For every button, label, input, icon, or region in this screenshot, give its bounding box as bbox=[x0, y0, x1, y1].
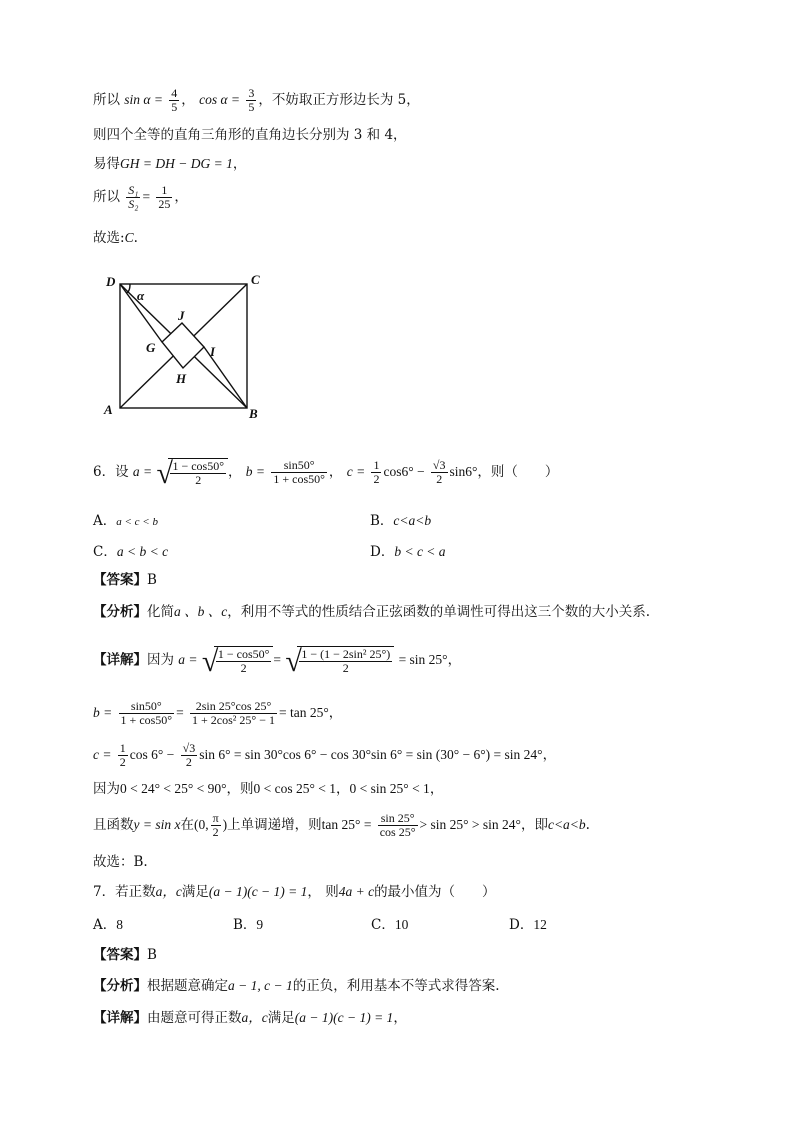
text: ， bbox=[447, 652, 462, 668]
answer-tag: 【答案】 bbox=[93, 947, 147, 963]
option-key: A． bbox=[93, 917, 117, 933]
text: 因为 bbox=[93, 781, 120, 797]
text: 化简 bbox=[147, 604, 174, 620]
math: = tan 25° bbox=[278, 705, 329, 720]
math: 4a + c bbox=[338, 884, 375, 899]
line-choose-c bbox=[93, 228, 138, 248]
numerator: S₁ bbox=[128, 183, 139, 197]
text: 的最小值为（ ） bbox=[374, 884, 496, 900]
option-text: a < c < b bbox=[116, 516, 158, 528]
text: 故选: bbox=[93, 230, 125, 246]
q7-answer bbox=[93, 945, 157, 965]
fraction bbox=[378, 812, 418, 839]
label-d: D bbox=[106, 274, 116, 289]
option-key: D． bbox=[509, 917, 534, 933]
math: (0, bbox=[193, 817, 209, 832]
text: 易得 bbox=[93, 156, 120, 172]
math: ) bbox=[222, 817, 228, 832]
angle-arc bbox=[126, 284, 130, 293]
numerator: 3 bbox=[189, 741, 196, 755]
text: 上单调递增，则 bbox=[227, 817, 322, 833]
math: y = sin x bbox=[133, 817, 181, 832]
text: ， bbox=[228, 464, 242, 480]
denominator: 2 bbox=[185, 755, 192, 769]
sqrt: √ $\frac{\text{1 − (1 − 2sin² 25°)}}{2}$ bbox=[285, 646, 394, 675]
analysis-tag: 【分析】 bbox=[93, 604, 147, 620]
detail-tag: 【详解】 bbox=[93, 652, 147, 668]
q7-option-c[interactable] bbox=[371, 913, 408, 933]
denominator: 1 + cos50° bbox=[273, 472, 325, 486]
numerator: π bbox=[212, 811, 219, 825]
option-key: C． bbox=[93, 544, 117, 560]
math: = sin 25° bbox=[398, 652, 448, 667]
q7-option-a[interactable] bbox=[93, 913, 123, 933]
option-text: c<a<b bbox=[393, 513, 432, 528]
denominator: 1 + cos50° bbox=[120, 713, 173, 727]
text: 因为 bbox=[147, 652, 174, 668]
denominator: cos 25° bbox=[379, 825, 416, 839]
q7-option-b[interactable] bbox=[233, 913, 263, 933]
denominator: 2 bbox=[436, 472, 443, 486]
text: 根据题意确定 bbox=[147, 978, 228, 994]
numerator: sin50° bbox=[271, 459, 327, 473]
fraction bbox=[246, 87, 256, 114]
denominator: 2 bbox=[119, 755, 126, 769]
math: cos6° − bbox=[383, 464, 425, 479]
label-c: C bbox=[251, 272, 260, 287]
math: cos 6° − bbox=[129, 747, 175, 762]
option-text: 9 bbox=[256, 917, 264, 932]
detail-tag: 【详解】 bbox=[93, 1010, 147, 1026]
q6-stem bbox=[93, 457, 559, 490]
q7-option-d[interactable] bbox=[509, 913, 547, 933]
math: a = bbox=[178, 652, 198, 667]
math: cos α = bbox=[199, 92, 241, 107]
option-text: a < b < c bbox=[116, 544, 169, 559]
math: = bbox=[273, 652, 282, 667]
numerator: 4 bbox=[171, 86, 178, 100]
math: sin 6° = sin 30°cos 6° − cos 30°sin 6° = sin (30° − 6°) = sin 24° bbox=[199, 747, 543, 762]
text: 的正负，利用基本不等式求得答案. bbox=[292, 978, 500, 994]
text: ，不妨取正方形边长为 5， bbox=[258, 92, 420, 108]
answer-value: B bbox=[147, 572, 157, 588]
option-text: b < c < a bbox=[394, 544, 446, 559]
text: . bbox=[133, 230, 138, 246]
q7-analysis bbox=[93, 976, 500, 996]
text: ， bbox=[328, 705, 343, 721]
fraction: $\frac{√3}{2}$ bbox=[182, 741, 196, 769]
math: C bbox=[124, 230, 134, 245]
text: ， bbox=[328, 464, 343, 480]
numerator: 1 bbox=[156, 184, 172, 198]
fraction bbox=[170, 460, 226, 487]
math: 0 < sin 25° < 1 bbox=[349, 781, 430, 796]
fraction bbox=[169, 87, 179, 114]
fraction bbox=[118, 742, 128, 769]
numerator: 1 bbox=[373, 458, 380, 472]
q6-detail-a bbox=[93, 645, 462, 678]
answer-value: B bbox=[147, 947, 157, 963]
fraction bbox=[371, 459, 381, 486]
numerator: 1 bbox=[119, 741, 126, 755]
option-key: B． bbox=[233, 917, 257, 933]
text: ， 则 bbox=[307, 884, 339, 900]
q6-option-c[interactable] bbox=[93, 540, 168, 560]
text: . bbox=[585, 817, 590, 833]
text: 在 bbox=[180, 817, 194, 833]
q6-detail-d bbox=[93, 779, 443, 799]
numerator: 1 − cos50° bbox=[217, 647, 270, 661]
q7-stem bbox=[93, 882, 496, 902]
math: c = bbox=[93, 747, 112, 762]
numerator: 1 − cos50° bbox=[172, 459, 224, 473]
q6-option-a[interactable] bbox=[93, 509, 158, 529]
q6-detail-e bbox=[93, 812, 590, 839]
q6-detail-b bbox=[93, 700, 342, 727]
math: a 、b 、c bbox=[174, 604, 228, 619]
text: ， bbox=[174, 189, 188, 205]
denominator: 2 bbox=[195, 473, 202, 487]
denominator: 2 bbox=[373, 472, 380, 486]
text: 满足 bbox=[267, 1010, 295, 1026]
math: GH = DH − DG = 1 bbox=[120, 156, 233, 171]
text: ， bbox=[542, 747, 557, 763]
option-key: C． bbox=[371, 917, 395, 933]
math: b = bbox=[245, 464, 266, 479]
fraction: $\frac{√3}{2}$ bbox=[432, 458, 446, 486]
math: 0 < cos 25° < 1 bbox=[253, 781, 337, 796]
text: ， bbox=[181, 92, 195, 108]
q6-option-d[interactable] bbox=[370, 540, 446, 560]
math: c<a<b bbox=[547, 817, 586, 832]
text: ，则 bbox=[226, 781, 254, 797]
text: ，则（ ） bbox=[477, 464, 559, 480]
option-text: 8 bbox=[116, 917, 123, 932]
line-legs: 则四个全等的直角三角形的直角边长分别为 3 和 4， bbox=[93, 127, 407, 143]
numerator: sin50° bbox=[119, 700, 175, 714]
fraction bbox=[119, 700, 175, 727]
math: sin α = bbox=[124, 92, 163, 107]
fraction bbox=[216, 648, 272, 675]
label-b: B bbox=[249, 406, 258, 421]
option-key: D． bbox=[370, 544, 395, 560]
math: a = bbox=[132, 464, 153, 479]
line-sin-cos bbox=[93, 87, 420, 114]
fraction bbox=[271, 459, 327, 486]
q7-detail bbox=[93, 1008, 407, 1028]
denominator: 2 bbox=[212, 825, 219, 839]
label-g: G bbox=[146, 340, 156, 355]
q6-option-b[interactable] bbox=[370, 509, 431, 529]
fraction bbox=[299, 648, 392, 675]
math: a − 1, c − 1 bbox=[228, 978, 293, 993]
q6-detail-c bbox=[93, 742, 556, 769]
math: b = bbox=[93, 705, 113, 720]
line-gh bbox=[93, 154, 246, 174]
q6-answer bbox=[93, 570, 157, 590]
text: 所以 bbox=[93, 189, 120, 205]
text: 满足 bbox=[181, 884, 209, 900]
text: 6．设 bbox=[93, 464, 129, 480]
math: tan 25° = bbox=[321, 817, 372, 832]
denominator: 1 + 2cos² 25° − 1 bbox=[192, 713, 275, 727]
numerator: 1 − (1 − 2sin² 25°) bbox=[301, 647, 391, 661]
label-h: H bbox=[176, 371, 187, 386]
fraction bbox=[211, 812, 221, 839]
option-text: 10 bbox=[394, 917, 409, 932]
math: > sin 25° > sin 24° bbox=[419, 817, 521, 832]
label-i: I bbox=[210, 344, 216, 359]
q6-conclusion: 故选：B. bbox=[93, 854, 148, 870]
fraction bbox=[156, 184, 172, 211]
analysis-tag: 【分析】 bbox=[93, 978, 147, 994]
q6-analysis bbox=[93, 602, 650, 622]
math: a，c bbox=[241, 1010, 268, 1025]
math: = bbox=[176, 705, 184, 720]
denominator: 5 bbox=[171, 100, 178, 114]
line-ratio bbox=[93, 184, 188, 211]
label-alpha: α bbox=[137, 288, 145, 303]
numerator: 3 bbox=[439, 458, 446, 472]
option-text: 12 bbox=[533, 917, 547, 932]
math: (a − 1)(c − 1) = 1 bbox=[208, 884, 308, 899]
text: ， bbox=[232, 156, 247, 172]
denominator: 2 bbox=[240, 661, 247, 675]
math: = bbox=[142, 189, 151, 204]
square-diagram bbox=[100, 268, 270, 424]
denominator: 5 bbox=[248, 100, 255, 114]
denominator: 25 bbox=[158, 197, 171, 211]
text: ， bbox=[429, 781, 444, 797]
fraction bbox=[126, 184, 140, 211]
answer-tag: 【答案】 bbox=[93, 572, 147, 588]
math: 0 < 24° < 25° < 90° bbox=[120, 781, 227, 796]
text: ，即 bbox=[520, 817, 548, 833]
text: 所以 bbox=[93, 92, 120, 108]
numerator: sin 25° bbox=[378, 812, 418, 826]
text: 且函数 bbox=[93, 817, 134, 833]
denominator: 2 bbox=[342, 661, 349, 675]
label-a: A bbox=[104, 402, 113, 417]
text: 7．若正数 bbox=[93, 884, 156, 900]
math: c = bbox=[346, 464, 366, 479]
label-j: J bbox=[178, 308, 185, 323]
option-key: B． bbox=[370, 513, 394, 529]
numerator: 3 bbox=[248, 86, 255, 100]
text: ，利用不等式的性质结合正弦函数的单调性可得出这三个数的大小关系. bbox=[227, 604, 651, 620]
text: 由题意可得正数 bbox=[147, 1010, 242, 1026]
math: (a − 1)(c − 1) = 1 bbox=[294, 1010, 394, 1025]
text: ， bbox=[336, 781, 350, 797]
math: sin6° bbox=[449, 464, 478, 479]
fraction bbox=[190, 700, 277, 727]
numerator: 2sin 25°cos 25° bbox=[190, 700, 277, 714]
denominator: S₂ bbox=[128, 197, 139, 211]
math: a，c bbox=[155, 884, 182, 899]
option-key: A． bbox=[93, 513, 117, 529]
text: ， bbox=[393, 1010, 407, 1026]
sqrt: √ $\frac{1 - \cos 50^\circ}{2}$ bbox=[202, 646, 274, 675]
sqrt: √ $\frac{1 - \cos 50^\circ}{2}$ bbox=[156, 458, 228, 487]
